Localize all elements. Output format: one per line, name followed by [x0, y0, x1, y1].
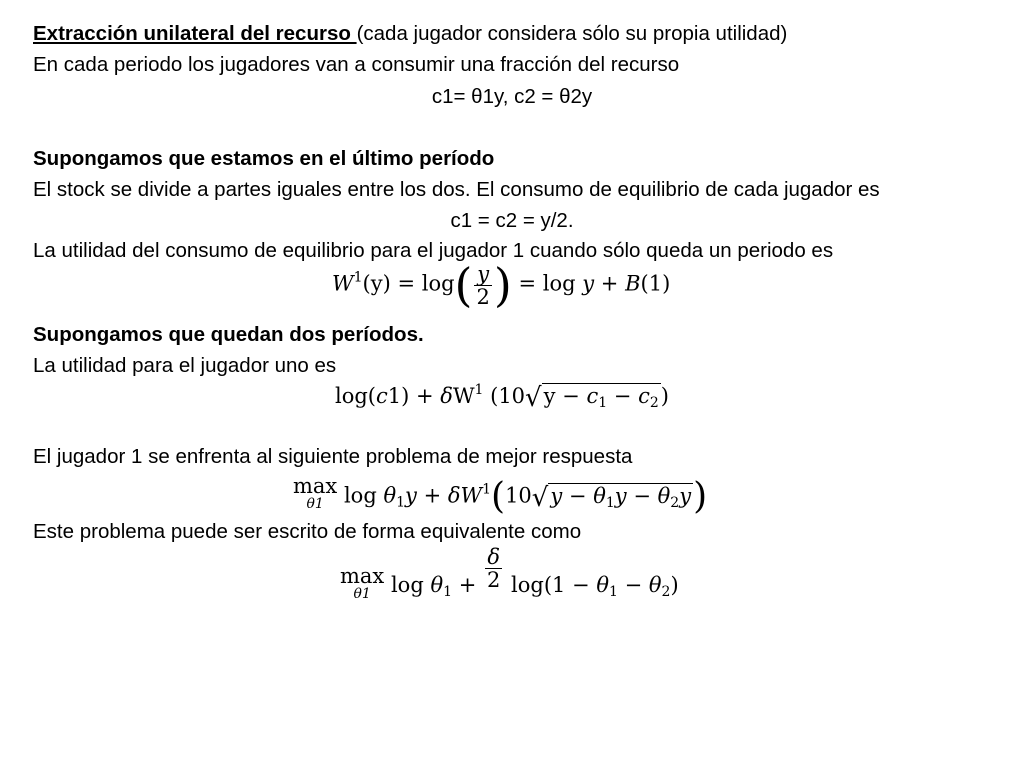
eq1-rhs-log: = log [518, 271, 583, 296]
eq4-sub1: 1 [608, 584, 618, 600]
eq1-numerator: y [477, 261, 490, 286]
eq1-denominator: 2 [476, 284, 490, 309]
eq3-theta: θ [383, 483, 397, 508]
eq2-radicand-sub2: 2 [649, 395, 659, 411]
eq3-r-y2: y [614, 483, 627, 508]
eq3-theta-sub: 1 [396, 494, 406, 511]
eq3-r-y3: y [679, 483, 692, 508]
eq4-log-open: log(1 − [504, 573, 597, 597]
eq1-rhs-b: B [625, 271, 641, 296]
eq3-radicand [548, 483, 693, 511]
eq1-right-paren: ) [493, 258, 512, 312]
eq2-delta: δ [440, 384, 453, 408]
eq2-radicand-c2: c [638, 384, 650, 408]
intro-heading-note: (cada jugador considera sólo su propia utilidad) [356, 22, 788, 45]
equation-equivalent-problem [340, 546, 679, 600]
eq2-radicand-c1: c [586, 384, 599, 408]
last-period-line-3: La utilidad del consumo de equilibrio para el jugador 1 cuando sólo queda un periodo es [33, 239, 834, 262]
eq3-y: y [405, 483, 417, 508]
eq4-max: max [340, 564, 385, 588]
intro-heading: Extracción unilateral del recurso [33, 22, 357, 45]
eq3-r-theta1: θ [593, 483, 606, 508]
eq2-radicand-sub1: 1 [598, 395, 608, 411]
eq3-plus: + [416, 483, 448, 508]
eq1-rhs-y: y [582, 271, 595, 296]
eq3-log: log [337, 483, 384, 508]
eq4-theta: θ [430, 573, 444, 597]
eq3-r-sub2: 2 [670, 494, 680, 511]
eq1-fraction [474, 263, 491, 308]
eq2-sup: 1 [474, 382, 484, 398]
last-period-line-1: El stock se divide a partes iguales entre los dos. El consumo de equilibrio de cada jugador es [33, 178, 880, 201]
eq3-r-y: y [550, 483, 563, 508]
eq2-radical: √ [525, 383, 542, 413]
eq2-radicand [542, 383, 661, 411]
eq2-c-index: 1 [387, 384, 402, 408]
eq3-r-theta2: θ [657, 483, 671, 508]
eq4-sub2: 2 [661, 584, 671, 600]
eq3-radical: √ [531, 482, 549, 513]
equation-w1 [332, 258, 671, 312]
intro-line-2: En cada periodo los jugadores van a consumir una fracción del recurso [33, 53, 680, 76]
eq2-c: c [376, 384, 388, 408]
eq3-delta: δ [447, 483, 461, 508]
eq3-sqrt [532, 483, 693, 513]
eq4-theta-sub: 1 [443, 584, 453, 600]
eq1-rhs-plus: + [594, 271, 626, 296]
last-period-heading: Supongamos que estamos en el último período [33, 147, 495, 170]
eq1-left-paren: ( [454, 258, 473, 312]
eq4-close-paren: ) [670, 573, 679, 597]
best-response-line-2: Este problema puede ser escrito de forma equivalente como [33, 520, 582, 543]
equilibrium-consumption: c1 = c2 = y/2. [450, 209, 574, 232]
eq3-sup: 1 [482, 481, 492, 498]
eq3-ten: 10 [505, 483, 532, 508]
eq2-open-ten: (10 [483, 384, 526, 408]
eq1-sup: 1 [353, 269, 363, 286]
eq3-left-paren: ( [491, 476, 506, 517]
intro-heading-line [33, 21, 787, 47]
eq4-max-subscript [340, 588, 384, 600]
eq4-theta2: θ [648, 573, 662, 597]
best-response-line-1: El jugador 1 se enfrenta al siguiente problema de mejor respuesta [33, 445, 633, 468]
consumption-rule: c1= θ1y, c2 = θ2y [431, 85, 593, 108]
eq1-eq-log: = log [397, 271, 455, 296]
eq4-minus: − [617, 573, 649, 597]
eq4-log: log [384, 573, 431, 597]
eq1-rhs-arg: (1) [640, 271, 671, 296]
eq2-radicand-y: y − [543, 384, 587, 408]
eq3-r-minus1: − [562, 483, 594, 508]
eq3-r-sub1: 1 [605, 494, 615, 511]
equation-best-response [293, 474, 707, 520]
eq3-under-sub: 1 [314, 496, 324, 512]
eq1-arg: (y) [362, 271, 391, 296]
eq4-denominator: 2 [486, 568, 501, 592]
eq4-fraction [485, 546, 502, 591]
equation-two-period-utility [335, 382, 669, 413]
eq2-w: W [452, 384, 475, 408]
eq3-max-subscript [293, 498, 337, 510]
eq4-under-theta: θ [353, 586, 362, 602]
two-periods-heading: Supongamos que quedan dos períodos. [33, 323, 424, 346]
eq3-r-minus2: − [626, 483, 658, 508]
eq2-radicand-minus: − [607, 384, 639, 408]
eq4-numerator: δ [487, 545, 500, 569]
eq2-close-paren: ) [660, 384, 669, 408]
eq2-log-open: log( [335, 384, 376, 408]
two-periods-line-1: La utilidad para el jugador uno es [33, 354, 337, 377]
eq2-sqrt [525, 383, 661, 413]
eq3-max: max [293, 474, 338, 498]
eq4-max-operator [340, 564, 384, 600]
eq4-under-sub: 1 [361, 586, 371, 602]
eq1-w: W [332, 271, 354, 296]
eq4-theta1: θ [596, 573, 609, 597]
eq3-max-operator [293, 474, 337, 510]
eq3-w: W [460, 483, 483, 508]
eq2-close-plus: ) + [401, 384, 441, 408]
eq3-under-theta: θ [306, 496, 315, 512]
eq3-right-paren: ) [693, 476, 708, 517]
eq4-plus: + [452, 573, 483, 597]
